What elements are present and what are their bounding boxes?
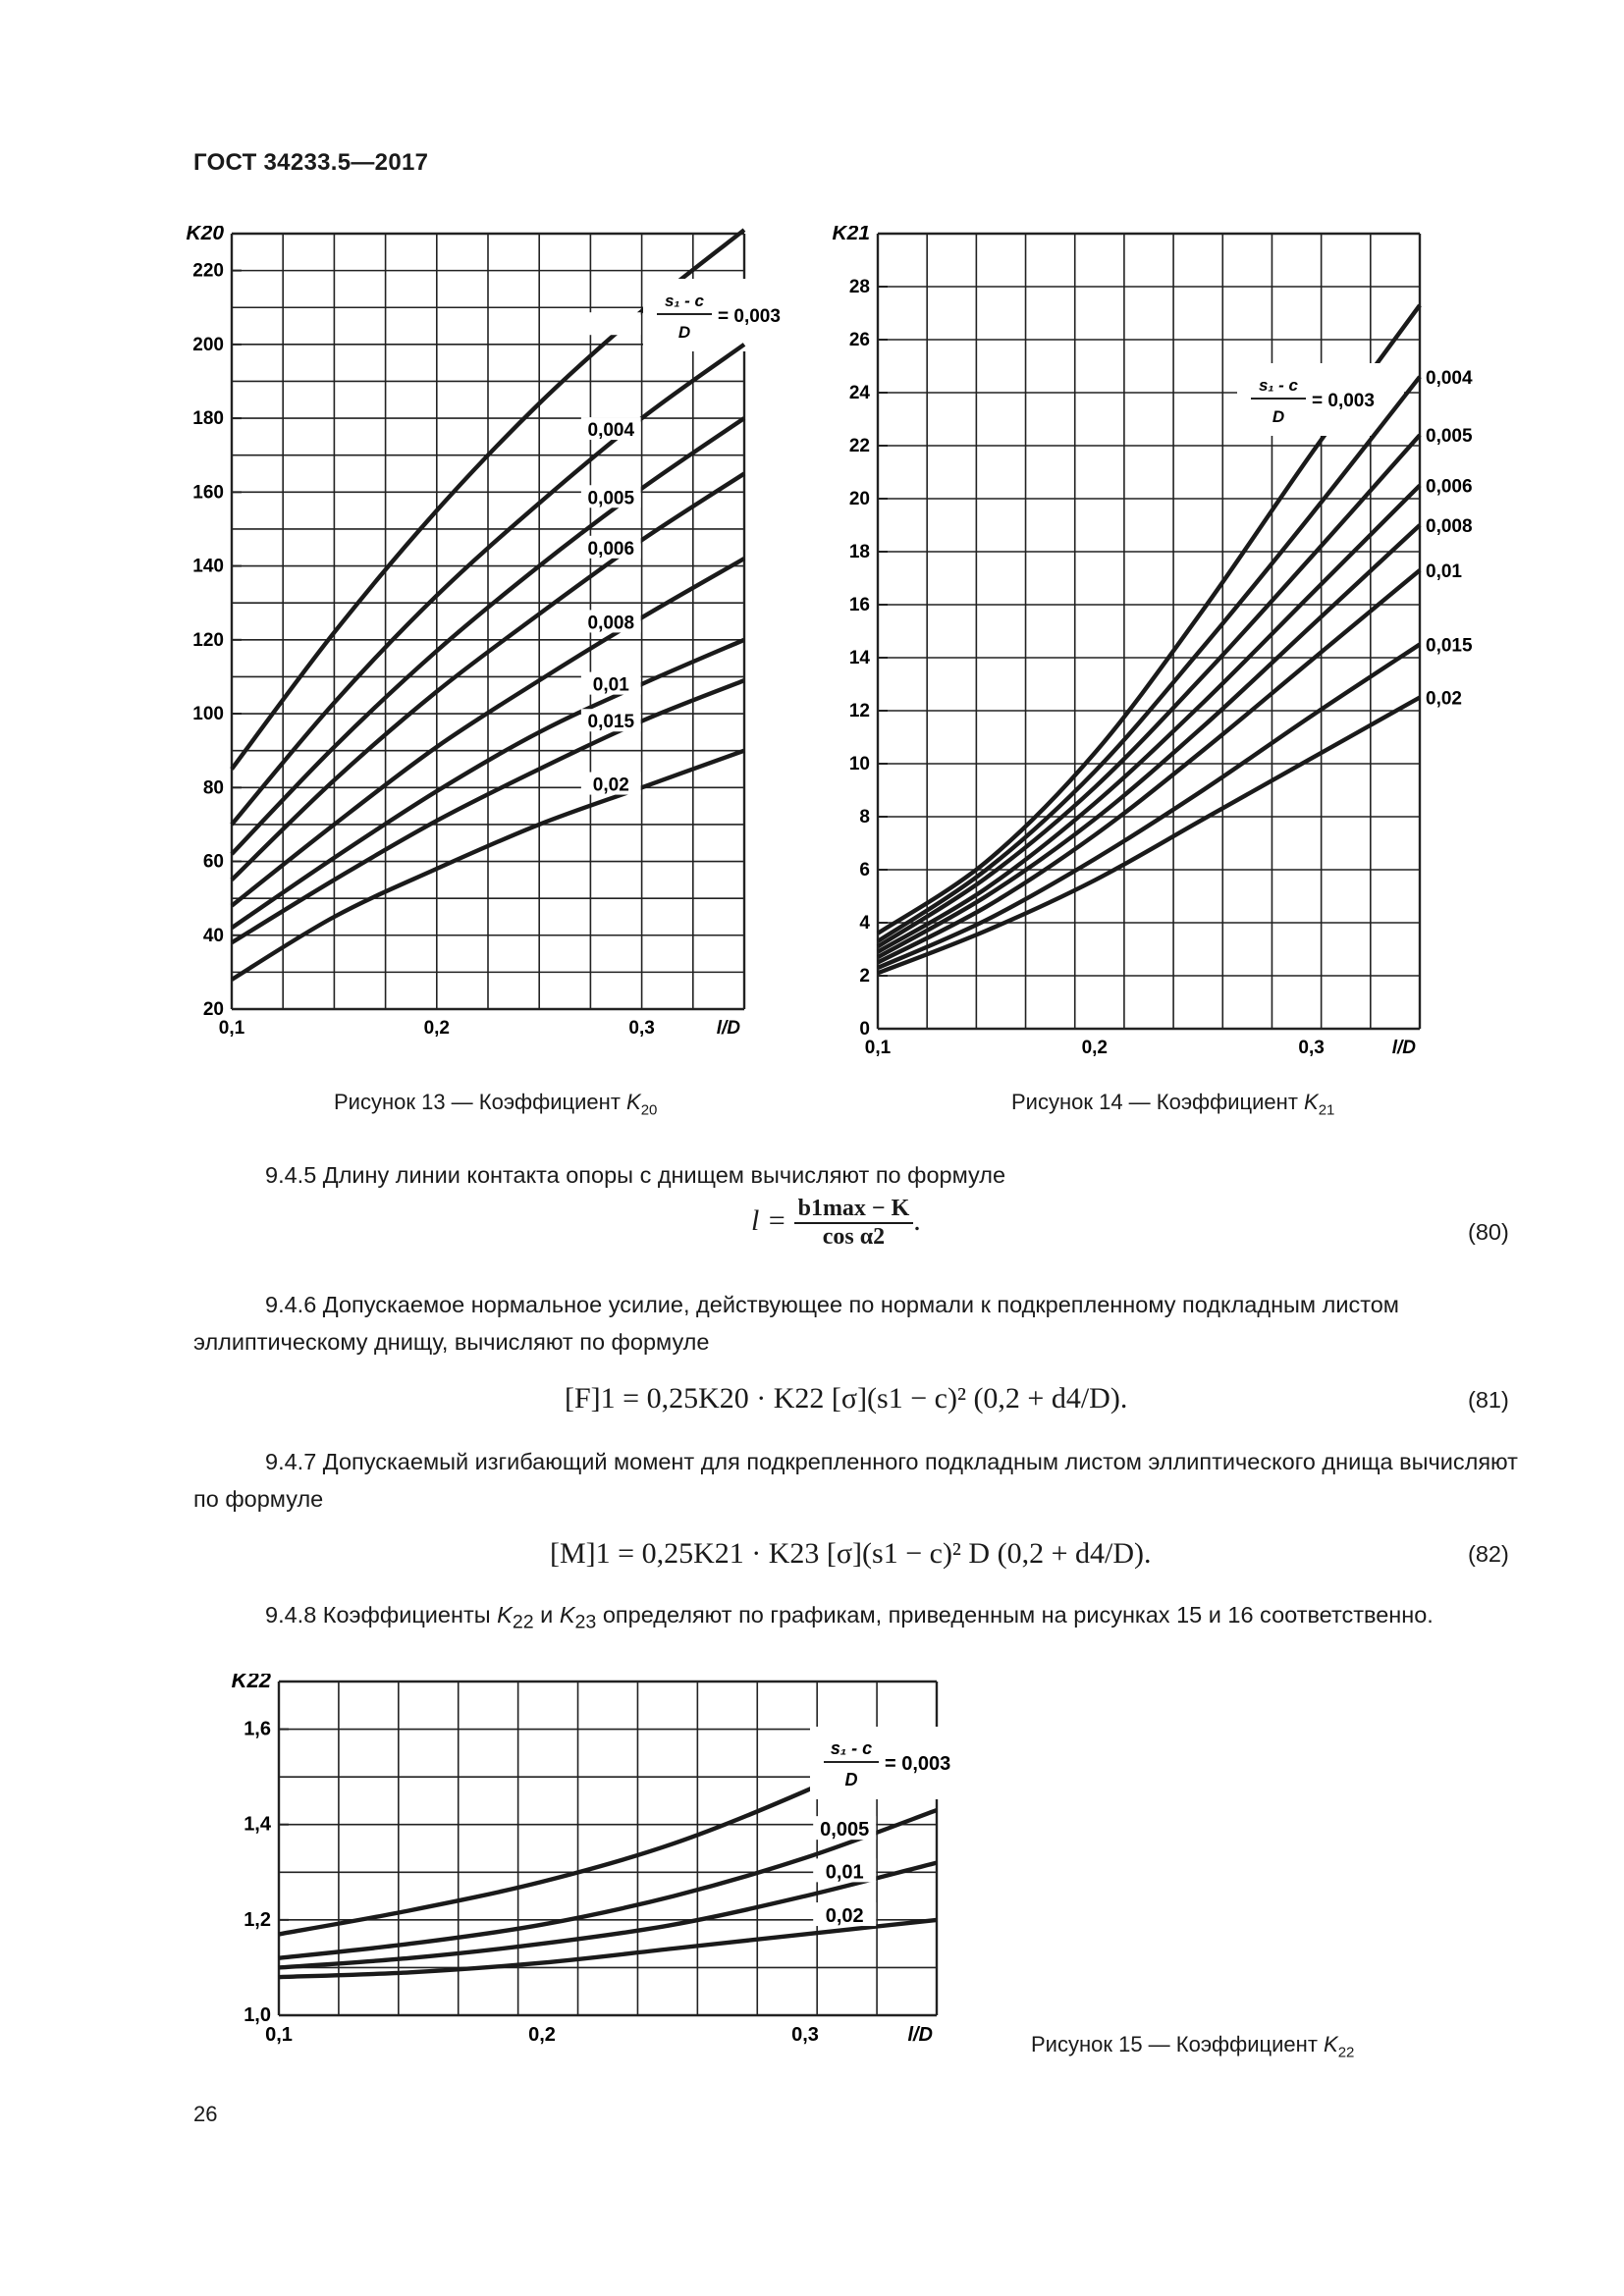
formula-81-number: (81) bbox=[1468, 1387, 1509, 1413]
x-tick-label: 0,3 bbox=[791, 2024, 819, 2046]
y-tick-label: 100 bbox=[192, 704, 224, 725]
x-tick-label: 0,3 bbox=[628, 1018, 655, 1039]
y-tick-label: 20 bbox=[202, 999, 224, 1020]
y-tick-label: 10 bbox=[848, 754, 870, 774]
paragraph-9-4-7: 9.4.7 Допускаемый изгибающий момент для подкрепленного подкладным листом эллиптического днища вычисляют по формуле bbox=[193, 1449, 1518, 1512]
y-tick-label: 40 bbox=[202, 925, 224, 946]
series-label-6: 0,015 bbox=[587, 712, 635, 733]
y-tick-label: 18 bbox=[848, 542, 870, 562]
y-tick-label: 1,0 bbox=[244, 2004, 271, 2026]
formula-80-numerator: b1max − K bbox=[794, 1196, 914, 1224]
param-numerator: s₁ - c bbox=[1258, 376, 1299, 395]
y-tick-label: 28 bbox=[848, 277, 870, 297]
formula-81: [F]1 = 0,25K20 · K22 [σ](s1 − c)² (0,2 + d4/D). bbox=[565, 1382, 1128, 1415]
x-tick-label: 0,3 bbox=[1298, 1038, 1325, 1058]
formula-80-denominator: cos α2 bbox=[822, 1224, 886, 1250]
paragraph-9-4-5: 9.4.5 Длину линии контакта опоры с днищем вычисляют по формуле bbox=[265, 1162, 1006, 1188]
paragraph-9-4-6: 9.4.6 Допускаемое нормальное усилие, действующее по нормали к подкрепленному подкладным листом эллиптическому днищу, вычисляют по формуле bbox=[193, 1292, 1399, 1355]
x-tick-label: 0,1 bbox=[864, 1038, 892, 1058]
y-tick-label: 200 bbox=[192, 334, 224, 355]
figure-15-caption: Рисунок 15 — Коэффициент $K_{22}$ bbox=[1031, 2032, 1355, 2061]
series-label-3: 0,006 bbox=[587, 538, 635, 560]
document-header: ГОСТ 34233.5—2017 bbox=[193, 149, 429, 176]
y-axis-label: K20 bbox=[186, 226, 224, 244]
param-numerator: s₁ - c bbox=[664, 292, 705, 310]
figure-14-caption: Рисунок 14 — Коэффициент $K_{21}$ bbox=[1011, 1090, 1335, 1119]
y-tick-label: 120 bbox=[192, 629, 224, 651]
y-tick-label: 160 bbox=[192, 482, 224, 504]
series-label-3: 0,006 bbox=[1426, 476, 1473, 498]
formula-80-number: (80) bbox=[1468, 1219, 1509, 1245]
paragraph-9-4-8: 9.4.8 Коэффициенты $K_{22}$ и $K_{23}$ определяют по графикам, приведенным на рисунках 15 и 16 соответственно. bbox=[265, 1602, 1434, 1633]
series-label-7: 0,02 bbox=[1426, 688, 1462, 710]
y-tick-label: 1,4 bbox=[244, 1813, 271, 1836]
chart-k22 bbox=[196, 1674, 962, 2066]
y-tick-label: 26 bbox=[848, 330, 870, 350]
y-tick-label: 1,6 bbox=[244, 1718, 271, 1740]
y-axis-label: K21 bbox=[832, 226, 870, 244]
formula-80-fraction bbox=[794, 1196, 914, 1251]
series-label-bg bbox=[581, 312, 641, 335]
y-tick-label: 24 bbox=[848, 383, 870, 403]
x-tick-label: 0,2 bbox=[1081, 1038, 1109, 1058]
y-tick-label: 12 bbox=[848, 701, 870, 721]
page-number: 26 bbox=[193, 2102, 218, 2126]
chart-k21 bbox=[825, 226, 1492, 1070]
x-tick-label: 0,1 bbox=[218, 1018, 245, 1039]
series-label-7: 0,02 bbox=[592, 774, 629, 796]
figure-13-caption: Рисунок 13 — Коэффициент $K_{20}$ bbox=[334, 1090, 658, 1119]
series-label-6: 0,015 bbox=[1426, 635, 1473, 657]
param-denominator: D bbox=[844, 1770, 858, 1789]
y-tick-label: 1,2 bbox=[244, 1908, 271, 1931]
y-tick-label: 0 bbox=[859, 1019, 870, 1040]
y-axis-label: K22 bbox=[231, 1674, 271, 1692]
series-label-5: 0,01 bbox=[592, 674, 629, 696]
y-tick-label: 2 bbox=[859, 966, 870, 987]
x-axis-label: l/D bbox=[907, 2024, 933, 2046]
y-tick-label: 14 bbox=[848, 648, 870, 668]
x-axis-label: l/D bbox=[716, 1018, 740, 1039]
y-tick-label: 16 bbox=[848, 595, 870, 615]
series-label-3: 0,02 bbox=[825, 1905, 864, 1928]
series-label-4: 0,008 bbox=[1426, 516, 1473, 537]
chart-k20 bbox=[177, 226, 785, 1041]
series-label-2: 0,005 bbox=[587, 488, 635, 509]
series-line-6 bbox=[878, 645, 1420, 968]
x-tick-label: 0,1 bbox=[265, 2024, 293, 2046]
y-tick-label: 4 bbox=[859, 913, 870, 934]
formula-82-number: (82) bbox=[1468, 1541, 1509, 1567]
series-line-1 bbox=[878, 377, 1420, 941]
x-tick-label: 0,2 bbox=[528, 2024, 556, 2046]
y-tick-label: 180 bbox=[192, 408, 224, 430]
series-label-4: 0,008 bbox=[587, 613, 635, 634]
y-tick-label: 22 bbox=[848, 436, 870, 456]
x-tick-label: 0,2 bbox=[423, 1018, 451, 1039]
y-tick-label: 60 bbox=[202, 851, 224, 873]
series-label-1: 0,005 bbox=[820, 1819, 870, 1842]
formula-80-lhs: l = bbox=[751, 1203, 794, 1237]
series-label-0: = 0,003 bbox=[1312, 391, 1375, 411]
series-label-0: = 0,003 bbox=[885, 1753, 951, 1775]
param-denominator: D bbox=[1272, 407, 1285, 426]
y-tick-label: 220 bbox=[192, 260, 224, 282]
param-denominator: D bbox=[677, 323, 691, 342]
y-tick-label: 80 bbox=[202, 777, 224, 799]
series-label-5: 0,01 bbox=[1426, 561, 1462, 582]
y-tick-label: 8 bbox=[859, 807, 870, 828]
series-label-0: = 0,003 bbox=[718, 306, 781, 327]
series-label-1: 0,004 bbox=[1426, 367, 1473, 389]
series-label-2: 0,01 bbox=[825, 1861, 864, 1884]
formula-82: [M]1 = 0,25K21 · K23 [σ](s1 − c)² D (0,2 + d4/D). bbox=[550, 1537, 1152, 1570]
series-label-1: 0,004 bbox=[587, 420, 635, 442]
series-label-2: 0,005 bbox=[1426, 426, 1473, 448]
x-axis-label: l/D bbox=[1391, 1038, 1416, 1058]
formula-80: l = $\frac{b1\max - K}{\text{cos α2}}$ . bbox=[751, 1196, 921, 1250]
y-tick-label: 20 bbox=[848, 489, 870, 509]
y-tick-label: 6 bbox=[859, 860, 870, 881]
y-tick-label: 140 bbox=[192, 556, 224, 577]
param-numerator: s₁ - c bbox=[830, 1738, 873, 1758]
